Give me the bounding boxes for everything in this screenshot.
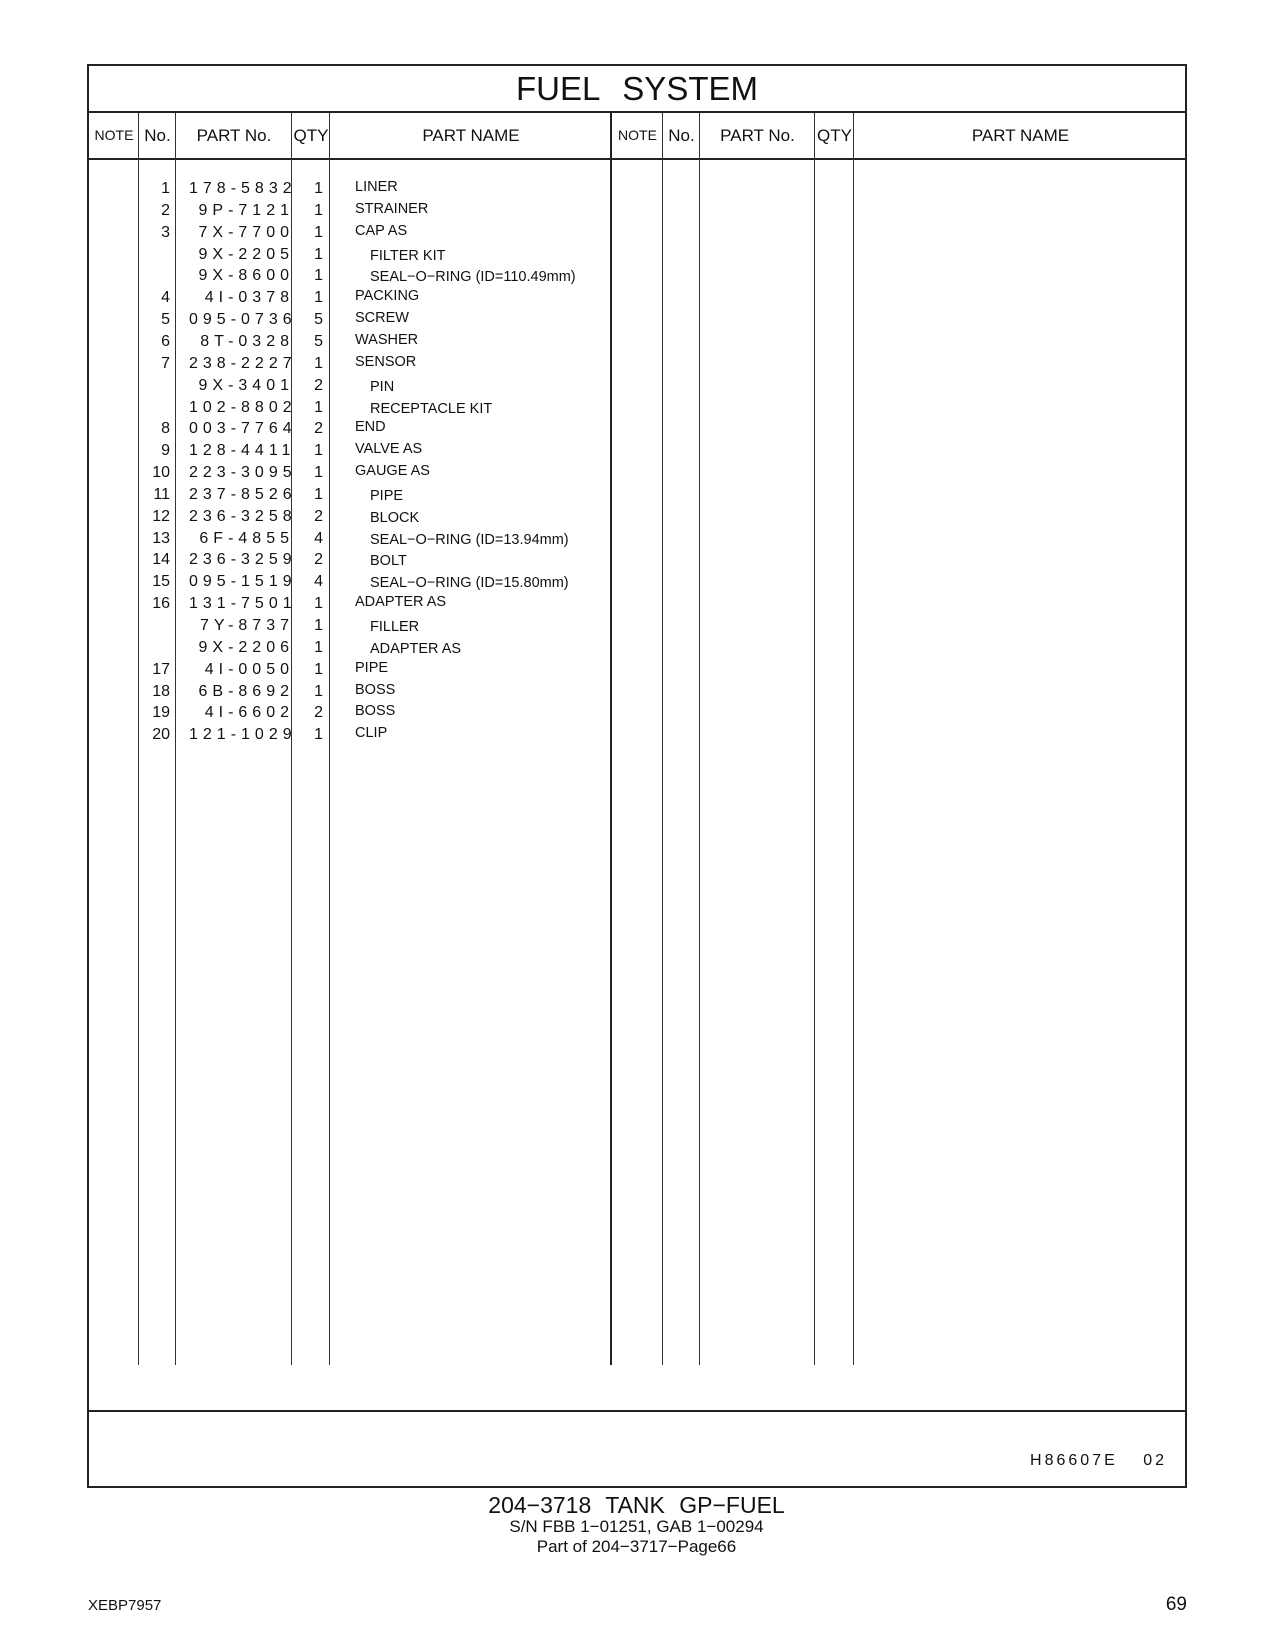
part-name: FILTER KIT <box>370 247 446 264</box>
quantity: 2 <box>314 420 323 438</box>
part-name: PIPE <box>370 487 404 504</box>
table-row <box>89 330 1185 353</box>
part-number: 237-8526 <box>189 485 297 503</box>
part-number: 9P-7121 <box>198 201 294 219</box>
table-row <box>89 286 1185 309</box>
quantity: 1 <box>314 617 323 634</box>
item-number: 17 <box>152 660 170 678</box>
part-name: LINER <box>355 179 398 195</box>
item-number: 5 <box>161 311 170 329</box>
table-row <box>89 264 1185 287</box>
table-row <box>89 680 1185 703</box>
item-number: 20 <box>152 726 170 744</box>
item-number: 10 <box>152 464 170 482</box>
table-row <box>89 570 1185 593</box>
part-number: 9X-2205 <box>198 245 294 263</box>
quantity: 1 <box>314 289 323 307</box>
table-row <box>89 396 1185 419</box>
header-part-name: PART NAME <box>422 126 520 145</box>
table-row <box>89 527 1185 550</box>
part-name: RECEPTACLE KIT <box>370 400 493 417</box>
quantity: 1 <box>314 442 323 460</box>
table-row <box>89 614 1185 637</box>
table-row <box>89 548 1185 571</box>
part-number: 7Y-8737 <box>199 617 294 634</box>
part-number: 095-0736 <box>189 311 297 329</box>
header-note-right: NOTE <box>618 127 657 143</box>
item-number: 2 <box>161 201 170 219</box>
quantity: 1 <box>314 595 323 613</box>
quantity: 1 <box>314 354 323 372</box>
quantity: 4 <box>314 529 323 547</box>
part-name: CAP AS <box>355 222 408 239</box>
item-number: 18 <box>152 682 170 700</box>
part-number: 131-7501 <box>189 595 297 613</box>
quantity: 2 <box>314 507 323 525</box>
part-number: 121-1029 <box>189 726 297 744</box>
header-note: NOTE <box>94 127 134 143</box>
item-number: 11 <box>153 485 170 503</box>
part-number: 6F-4855 <box>199 529 294 547</box>
item-number: 6 <box>161 332 170 350</box>
item-number: 16 <box>152 595 170 613</box>
quantity: 1 <box>314 398 323 416</box>
part-name: STRAINER <box>355 200 429 217</box>
header-qty: QTY <box>293 126 329 145</box>
quantity: 5 <box>314 332 323 350</box>
quantity: 1 <box>314 660 323 678</box>
part-number: 4I-0050 <box>204 660 294 678</box>
table-row <box>89 439 1185 462</box>
table-row <box>89 199 1185 222</box>
table-row <box>89 374 1185 397</box>
caption-title: 204−3718 TANK GP−FUEL <box>488 1492 785 1518</box>
part-number: 102-8802 <box>189 398 297 416</box>
part-name: BLOCK <box>370 509 420 526</box>
part-number: 178-5832 <box>189 180 297 197</box>
footer-separator <box>89 1410 1185 1412</box>
header-qty-right: QTY <box>817 126 852 145</box>
quantity: 1 <box>314 682 323 700</box>
table-row <box>89 636 1185 659</box>
quantity: 1 <box>314 638 323 656</box>
table-row <box>89 308 1185 331</box>
part-name: PIPE <box>355 659 389 676</box>
part-number: 236-3258 <box>189 507 297 525</box>
part-number: 9X-2206 <box>198 638 294 656</box>
part-name: ADAPTER AS <box>355 594 447 611</box>
part-name: WASHER <box>355 331 419 348</box>
part-number: 238-2227 <box>189 354 297 372</box>
part-name: ADAPTER AS <box>370 640 462 657</box>
header-part-no-right: PART No. <box>720 126 795 145</box>
part-number: 6B-8692 <box>198 682 294 700</box>
part-number: 4I-6602 <box>204 704 294 722</box>
item-number: 14 <box>152 551 170 569</box>
parts-sheet <box>87 64 1187 1488</box>
page-title: FUEL SYSTEM <box>89 66 1185 113</box>
part-number: 8T-0328 <box>200 332 294 350</box>
part-name: SEAL−O−RING (ID=15.80mm) <box>370 575 569 592</box>
quantity: 2 <box>314 551 323 569</box>
part-name: BOLT <box>370 553 407 570</box>
part-name: PACKING <box>355 288 420 305</box>
quantity: 2 <box>314 704 323 722</box>
quantity: 5 <box>314 311 323 329</box>
item-number: 12 <box>152 507 170 525</box>
table-row <box>89 505 1185 528</box>
part-number: 9X-8600 <box>198 267 294 285</box>
page-number: 69 <box>1165 1594 1187 1615</box>
quantity: 1 <box>314 201 323 219</box>
quantity: 1 <box>314 267 323 285</box>
part-number: 7X-7700 <box>198 223 294 241</box>
table-row <box>89 723 1185 746</box>
reference-code: H86607E 02 <box>1030 1452 1167 1469</box>
table-row <box>89 658 1185 681</box>
table-row <box>89 701 1185 724</box>
caption <box>0 1493 1273 1557</box>
table-header <box>89 113 1185 160</box>
table-row <box>89 177 1185 200</box>
part-number: 128-4411 <box>189 442 296 460</box>
item-number: 7 <box>161 354 170 372</box>
part-number: 9X-3401 <box>198 376 294 394</box>
table-row <box>89 417 1185 440</box>
part-name: END <box>355 419 386 436</box>
part-name: VALVE AS <box>355 441 423 458</box>
part-name: BOSS <box>355 681 396 698</box>
header-no: No. <box>144 126 171 145</box>
part-name: BOSS <box>355 703 396 720</box>
part-number: 4I-0378 <box>204 289 294 307</box>
item-number: 4 <box>161 289 170 307</box>
table-row <box>89 243 1185 266</box>
part-name: CLIP <box>355 725 388 742</box>
quantity: 1 <box>314 726 323 744</box>
item-number: 9 <box>161 442 170 460</box>
part-number: 003-7764 <box>189 420 297 438</box>
part-name: GAUGE AS <box>355 463 430 480</box>
quantity: 1 <box>314 485 323 503</box>
item-number: 1 <box>161 180 170 197</box>
table-row <box>89 221 1185 244</box>
caption-serial: S/N FBB 1−01251, GAB 1−00294 <box>509 1517 764 1536</box>
item-number: 19 <box>152 704 170 722</box>
table-row <box>89 592 1185 615</box>
part-name: FILLER <box>370 619 420 635</box>
table-row <box>89 352 1185 375</box>
quantity: 4 <box>314 573 323 591</box>
part-name: PIN <box>370 378 395 395</box>
document-code: XEBP7957 <box>88 1597 162 1614</box>
quantity: 1 <box>314 180 323 197</box>
header-no-right: No. <box>668 126 695 145</box>
part-name: SEAL−O−RING (ID=110.49mm) <box>370 269 576 286</box>
quantity: 1 <box>314 223 323 241</box>
part-number: 223-3095 <box>189 464 297 482</box>
quantity: 1 <box>314 245 323 263</box>
table-row <box>89 461 1185 484</box>
quantity: 1 <box>314 464 323 482</box>
part-number: 236-3259 <box>189 551 297 569</box>
quantity: 2 <box>314 376 323 394</box>
caption-part-of: Part of 204−3717−Page66 <box>536 1537 737 1556</box>
table-row <box>89 483 1185 506</box>
header-part-name-right: PART NAME <box>971 126 1070 145</box>
item-number: 8 <box>161 420 170 438</box>
part-number: 095-1519 <box>189 573 297 591</box>
part-name: SEAL−O−RING (ID=13.94mm) <box>370 531 569 548</box>
part-name: SCREW <box>355 310 409 327</box>
header-part-no: PART No. <box>196 126 272 145</box>
item-number: 13 <box>152 529 170 547</box>
part-name: SENSOR <box>355 353 417 370</box>
item-number: 3 <box>161 223 170 241</box>
item-number: 15 <box>152 573 170 591</box>
